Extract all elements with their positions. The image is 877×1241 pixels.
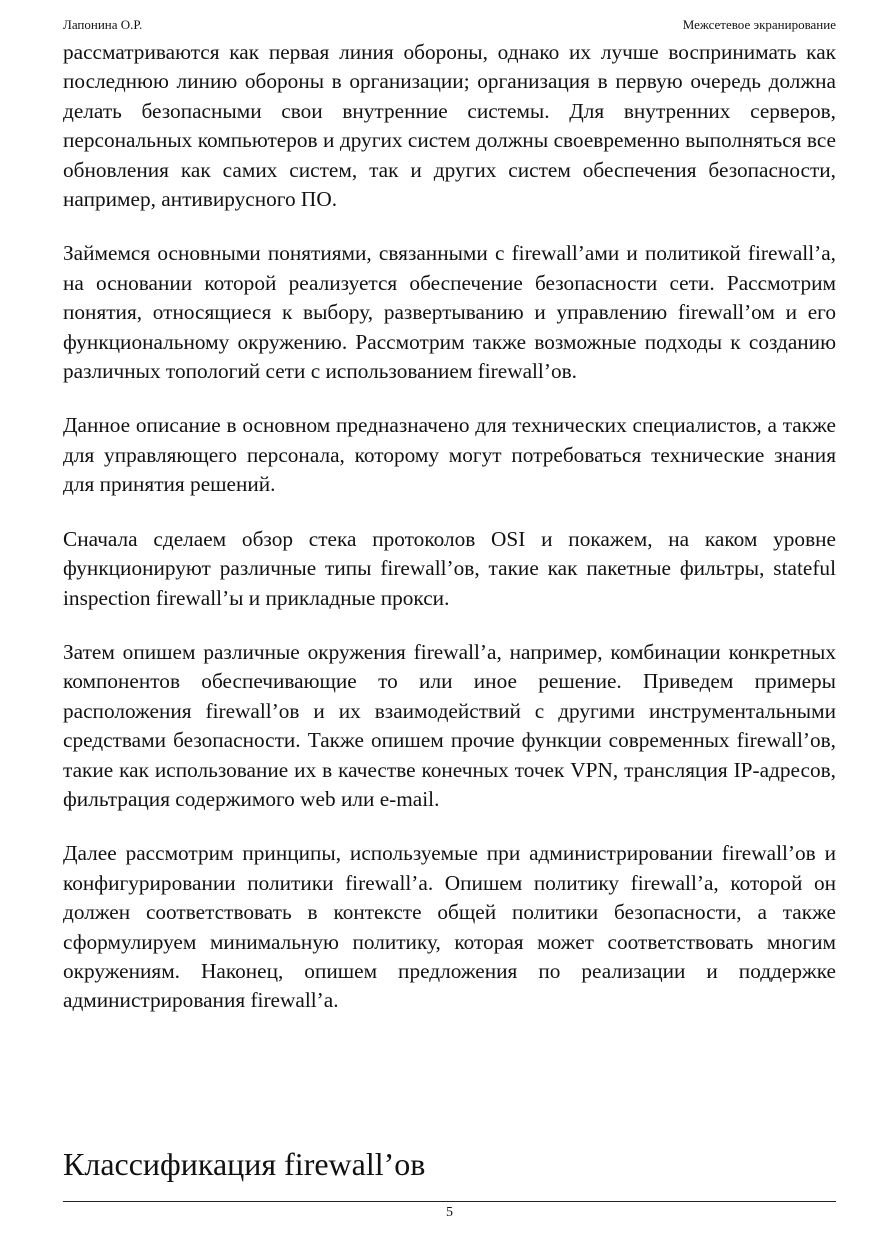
header-course-title: Межсетевое экранирование <box>682 17 836 32</box>
paragraph-2: Займемся основными понятиями, связанными с firewall’ами и политикой firewall’а, на основании которой реализуется обеспечение безопасности сети. Рассмотрим понятия, относящиеся к выбору, развертыванию и управлению firewall’ом и его функциональному окружению. Рассмотрим также возможные подходы к созданию различных топологий сети с использованием firewall’ов. <box>63 241 836 384</box>
paragraph-4: Сначала сделаем обзор стека протоколов OSI и покажем, на каком уровне функционируют различные типы firewall’ов, такие как пакетные фильтры, stateful inspection firewall’ы и прикладные прокси. <box>63 526 836 610</box>
running-header <box>63 17 836 35</box>
header-author: Лапонина О.Р. <box>63 17 143 32</box>
section-heading: Классификация firewall’ов <box>63 1146 426 1182</box>
paragraph-5: Затем опишем различные окружения firewall’а, например, комбинации конкретных компонентов обеспечивающие то или иное решение. Приведем примеры расположения firewall’ов и их взаимодействий с другими инструментальными средствами безопасности. Также опишем прочие функции современных firewall’ов, такие как использование их в качестве конечных точек VPN, трансляция IP-адресов, фильтрация содержимого web или e-mail. <box>63 639 836 811</box>
body-text <box>63 38 836 1041</box>
page-number: 5 <box>446 1205 453 1220</box>
paragraph-6: Далее рассмотрим принципы, используемые при администрировании firewall’ов и конфигурировании политики firewall’а. Опишем политику firewall’а, которой он должен соответствовать в контексте общей политики безопасности, а также сформулируем минимальную политику, которая может соответствовать многим окружениям. Наконец, опишем предложения по реализации и поддержке администрирования firewall’а. <box>63 841 836 1013</box>
footer-divider <box>63 1201 836 1202</box>
paragraph-3: Данное описание в основном предназначено для технических специалистов, а также для управляющего персонала, которому могут потребоваться технические знания для принятия решений. <box>63 413 836 497</box>
paragraph-1: рассматриваются как первая линия обороны, однако их лучше воспринимать как последнюю линию обороны в организации; организация в первую очередь должна делать безопасными свои внутренние системы. Для внутренних серверов, персональных компьютеров и других систем должны своевременно выполняться все обновления как самих систем, так и других систем обеспечения безопасности, например, антивирусного ПО. <box>63 40 836 212</box>
